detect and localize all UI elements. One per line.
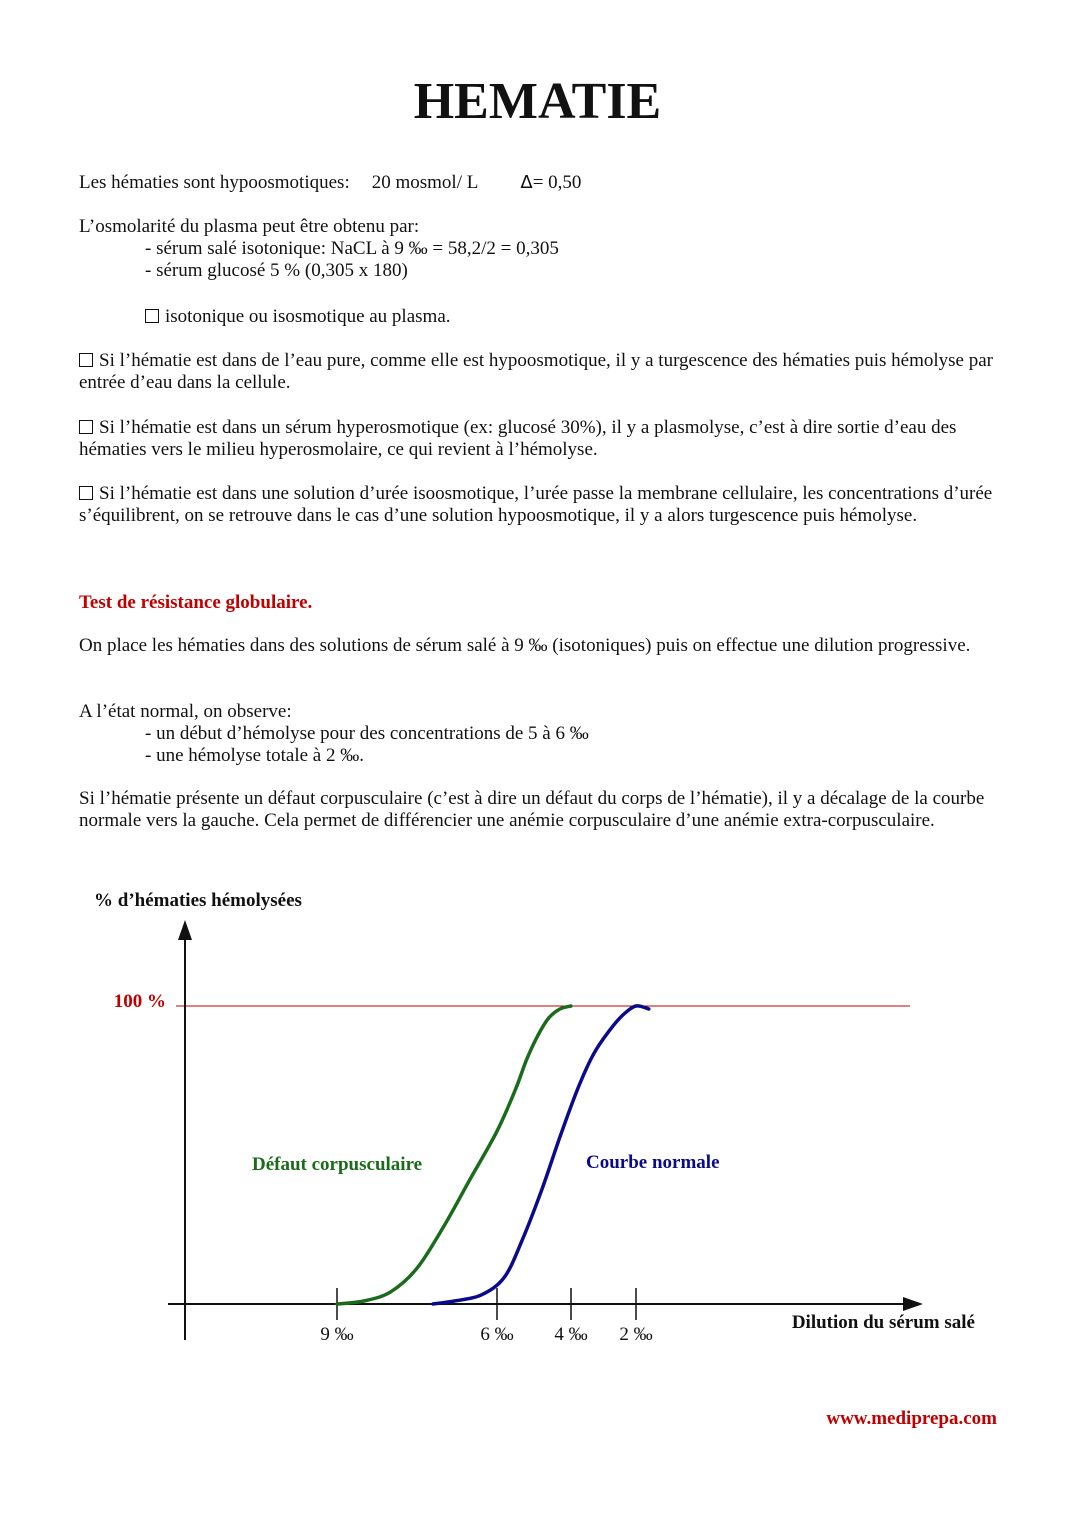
y-axis-label: % d’hématies hémolysées — [94, 890, 302, 911]
x-tick-label: 6 ‰ — [480, 1324, 514, 1345]
x-axis-label: Dilution du sérum salé — [791, 1312, 975, 1333]
series-label-normale: Courbe normale — [586, 1152, 720, 1173]
case-text: Si l’hématie est dans de l’eau pure, comme elle est hypoosmotique, il y a turgescence des hématies puis hémolyse par entrée d’eau dans la cellule. — [79, 350, 993, 393]
observation-item: - un début d’hémolyse pour des concentrations de 5 à 6 ‰ — [145, 723, 589, 744]
observation-item: - une hémolyse totale à 2 ‰. — [145, 745, 364, 766]
x-tick-label: 2 ‰ — [619, 1324, 653, 1345]
case-paragraph — [79, 417, 999, 461]
checkbox-square-icon — [79, 420, 93, 434]
observation-lead: A l’état normal, on observe: — [79, 701, 292, 722]
osmolarity-item: - sérum glucosé 5 % (0,305 x 180) — [145, 260, 408, 281]
osmolarity-block — [79, 216, 999, 282]
y-axis-arrow-icon — [178, 920, 192, 940]
defect-paragraph: Si l’hématie présente un défaut corpusculaire (c’est à dire un défaut du corps de l’hématie), il y a décalage de la courbe normale vers la gauche. Cela permet de différencier une anémie corpusculaire d’une anémie extra-corpusculaire. — [79, 788, 985, 831]
footer-link[interactable]: www.mediprepa.com — [826, 1408, 997, 1429]
observation-block — [79, 701, 999, 767]
intro-line — [79, 172, 999, 194]
series-label-defaut: Défaut corpusculaire — [252, 1154, 423, 1175]
test-paragraph: On place les hématies dans des solutions de sérum salé à 9 ‰ (isotoniques) puis on effectue une dilution progressive. — [79, 635, 971, 656]
osmolarity-note — [79, 306, 1065, 328]
checkbox-square-icon — [145, 309, 159, 323]
case-text: Si l’hématie est dans une solution d’urée isoosmotique, l’urée passe la membrane cellulaire, les concentrations d’urée s’équilibrent, on se retrouve dans le cas d’une solution hypoosmotique, il y a alors turgescence puis hémolyse. — [79, 483, 993, 526]
checkbox-square-icon — [79, 486, 93, 500]
x-axis-arrow-icon — [903, 1297, 923, 1311]
osmolarity-lead: L’osmolarité du plasma peut être obtenu par: — [79, 216, 420, 237]
reference-line-label: 100 % — [113, 991, 166, 1012]
x-tick-label: 9 ‰ — [320, 1324, 354, 1345]
page-title: HEMATIE — [413, 73, 662, 130]
x-tick-label: 4 ‰ — [554, 1324, 588, 1345]
case-paragraph — [79, 350, 999, 394]
hemolysis-chart — [0, 880, 1075, 1360]
case-paragraph — [79, 483, 999, 527]
section-heading: Test de résistance globulaire. — [79, 592, 313, 613]
checkbox-square-icon — [79, 353, 93, 367]
intro-value: 20 mosmol/ L — [371, 172, 479, 193]
x-ticks — [320, 1288, 652, 1345]
case-text: Si l’hématie est dans un sérum hyperosmotique (ex: glucosé 30%), il y a plasmolyse, c’est à dire sortie d’eau des hématies vers le milieu hyperosmolaire, ce qui revient à l’hémolyse. — [79, 417, 957, 460]
delta-symbol: Δ — [520, 172, 533, 193]
delta-value: = 0,50 — [532, 172, 582, 193]
intro-label: Les hématies sont hypoosmotiques: — [79, 172, 350, 193]
osmolarity-item: - sérum salé isotonique: NaCL à 9 ‰ = 58,2/2 = 0,305 — [145, 238, 559, 259]
osmolarity-note-text: isotonique ou isosmotique au plasma. — [165, 306, 451, 327]
